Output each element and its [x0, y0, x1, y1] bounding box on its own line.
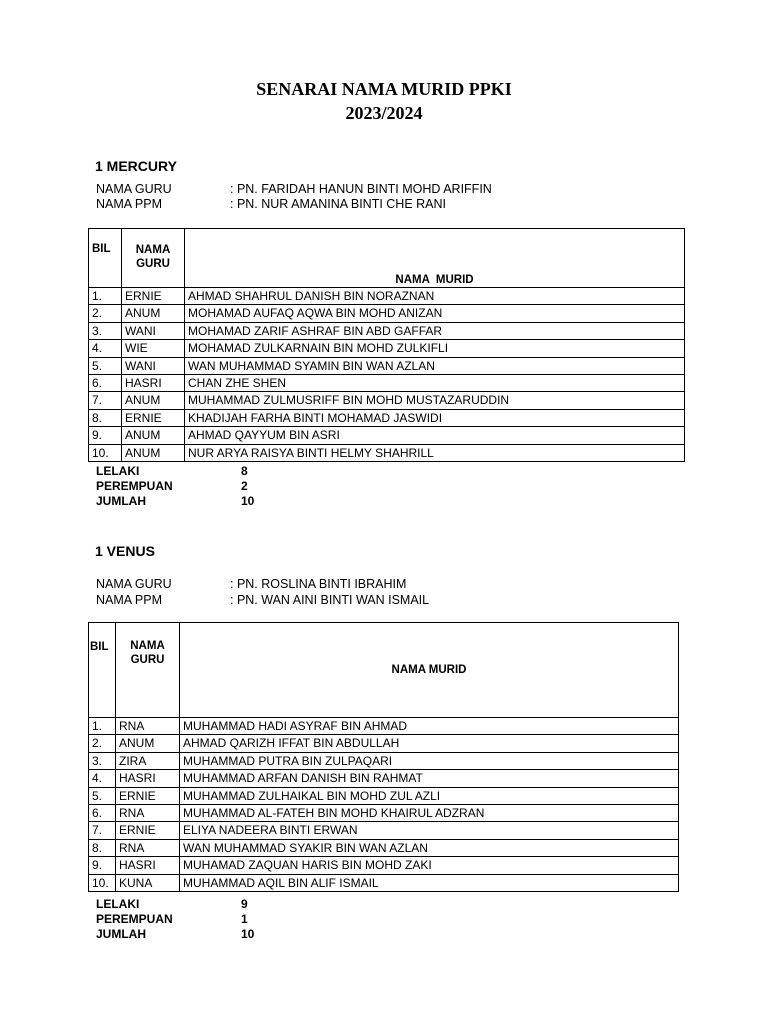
table-body — [89, 718, 679, 892]
cell-bil: 3. — [89, 322, 122, 339]
header-bil: BIL — [89, 623, 116, 718]
cell-nama-murid: MUHAMMAD AL-FATEH BIN MOHD KHAIRUL ADZRAN — [180, 804, 679, 821]
guru-value: : PN. FARIDAH HANUN BINTI MOHD ARIFFIN — [230, 182, 492, 196]
cell-nama-murid: MUHAMMAD ARFAN DANISH BIN RAHMAT — [180, 770, 679, 787]
cell-bil: 10. — [89, 874, 116, 891]
cell-bil: 5. — [89, 357, 122, 374]
header-nama-guru: NAMA GURU — [122, 229, 185, 288]
cell-nama-murid: NUR ARYA RAISYA BINTI HELMY SHAHRILL — [185, 444, 685, 461]
cell-nama-murid: MUHAMMAD ZULHAIKAL BIN MOHD ZUL AZLI — [180, 787, 679, 804]
cell-nama-murid: MOHAMAD ZARIF ASHRAF BIN ABD GAFFAR — [185, 322, 685, 339]
table-row — [89, 857, 679, 874]
cell-nama-murid: MUHAMMAD PUTRA BIN ZULPAQARI — [180, 752, 679, 769]
cell-bil: 9. — [89, 427, 122, 444]
table-row — [89, 305, 685, 322]
table-body — [89, 288, 685, 462]
lelaki-label: LELAKI — [96, 897, 140, 911]
cell-bil: 10. — [89, 444, 122, 461]
table-row — [89, 409, 685, 426]
cell-nama-murid: AHMAD QAYYUM BIN ASRI — [185, 427, 685, 444]
cell-nama-murid: MUHAMAD ZAQUAN HARIS BIN MOHD ZAKI — [180, 857, 679, 874]
cell-nama-guru: ERNIE — [122, 409, 185, 426]
guru-value: : PN. ROSLINA BINTI IBRAHIM — [230, 577, 407, 591]
cell-bil: 9. — [89, 857, 116, 874]
document-title: SENARAI NAMA MURID PPKI — [256, 79, 512, 99]
table-row — [89, 322, 685, 339]
cell-nama-guru: ZIRA — [116, 752, 180, 769]
cell-bil: 4. — [89, 340, 122, 357]
cell-nama-murid: WAN MUHAMMAD SYAKIR BIN WAN AZLAN — [180, 839, 679, 856]
perempuan-label: PEREMPUAN — [96, 912, 173, 926]
cell-bil: 3. — [89, 752, 116, 769]
cell-nama-murid: MUHAMMAD HADI ASYRAF BIN AHMAD — [180, 718, 679, 735]
table-row — [89, 288, 685, 305]
student-table-mercury — [88, 228, 685, 462]
cell-bil: 6. — [89, 804, 116, 821]
cell-nama-guru: ERNIE — [116, 787, 180, 804]
cell-nama-guru: ANUM — [122, 305, 185, 322]
cell-nama-guru: ANUM — [122, 427, 185, 444]
table-row — [89, 787, 679, 804]
cell-nama-guru: ERNIE — [122, 288, 185, 305]
cell-nama-murid: WAN MUHAMMAD SYAMIN BIN WAN AZLAN — [185, 357, 685, 374]
table-row — [89, 392, 685, 409]
cell-bil: 2. — [89, 735, 116, 752]
cell-nama-guru: RNA — [116, 839, 180, 856]
table-row — [89, 770, 679, 787]
cell-nama-murid: AHMAD QARIZH IFFAT BIN ABDULLAH — [180, 735, 679, 752]
student-table-venus — [88, 622, 679, 892]
table-row — [89, 340, 685, 357]
cell-bil: 1. — [89, 718, 116, 735]
ppm-value: : PN. NUR AMANINA BINTI CHE RANI — [230, 197, 447, 211]
cell-nama-guru: KUNA — [116, 874, 180, 891]
cell-nama-murid: AHMAD SHAHRUL DANISH BIN NORAZNAN — [185, 288, 685, 305]
class-heading-mercury: 1 MERCURY — [95, 158, 177, 174]
guru-label: NAMA GURU — [96, 182, 172, 196]
cell-nama-guru: RNA — [116, 804, 180, 821]
jumlah-label: JUMLAH — [96, 494, 146, 508]
cell-nama-guru: RNA — [116, 718, 180, 735]
lelaki-count: 8 — [241, 464, 248, 478]
cell-nama-guru: HASRI — [116, 857, 180, 874]
lelaki-count: 9 — [241, 897, 248, 911]
cell-bil: 6. — [89, 374, 122, 391]
cell-bil: 1. — [89, 288, 122, 305]
table-row — [89, 735, 679, 752]
jumlah-count: 10 — [241, 927, 255, 941]
table-row — [89, 374, 685, 391]
perempuan-count: 1 — [241, 912, 248, 926]
cell-nama-guru: WIE — [122, 340, 185, 357]
cell-nama-guru: HASRI — [122, 374, 185, 391]
header-bil: BIL — [89, 229, 122, 288]
cell-nama-murid: CHAN ZHE SHEN — [185, 374, 685, 391]
cell-nama-guru: ANUM — [116, 735, 180, 752]
table-row — [89, 357, 685, 374]
cell-bil: 8. — [89, 409, 122, 426]
header-nama-murid: NAMA MURID — [180, 623, 679, 718]
table-header-row — [89, 623, 679, 718]
table-row — [89, 822, 679, 839]
cell-bil: 4. — [89, 770, 116, 787]
table-row — [89, 874, 679, 891]
perempuan-label: PEREMPUAN — [96, 479, 173, 493]
table-row — [89, 804, 679, 821]
cell-nama-guru: ERNIE — [116, 822, 180, 839]
cell-nama-guru: WANI — [122, 357, 185, 374]
cell-nama-murid: MOHAMAD AUFAQ AQWA BIN MOHD ANIZAN — [185, 305, 685, 322]
ppm-label: NAMA PPM — [96, 593, 162, 607]
cell-nama-murid: ELIYA NADEERA BINTI ERWAN — [180, 822, 679, 839]
cell-nama-murid: MUHAMMAD ZULMUSRIFF BIN MOHD MUSTAZARUDDIN — [185, 392, 685, 409]
perempuan-count: 2 — [241, 479, 248, 493]
cell-nama-murid: KHADIJAH FARHA BINTI MOHAMAD JASWIDI — [185, 409, 685, 426]
guru-label: NAMA GURU — [96, 577, 172, 591]
cell-bil: 2. — [89, 305, 122, 322]
table-row — [89, 444, 685, 461]
document-year: 2023/2024 — [345, 103, 423, 123]
cell-bil: 7. — [89, 392, 122, 409]
class-heading-venus: 1 VENUS — [95, 543, 155, 559]
table-row — [89, 718, 679, 735]
cell-nama-guru: HASRI — [116, 770, 180, 787]
lelaki-label: LELAKI — [96, 464, 140, 478]
header-nama-murid: NAMA MURID — [185, 229, 685, 288]
table-row — [89, 427, 685, 444]
cell-bil: 7. — [89, 822, 116, 839]
cell-nama-guru: ANUM — [122, 392, 185, 409]
table-header-row — [89, 229, 685, 288]
jumlah-count: 10 — [241, 494, 255, 508]
ppm-label: NAMA PPM — [96, 197, 162, 211]
table-row — [89, 839, 679, 856]
cell-bil: 5. — [89, 787, 116, 804]
cell-nama-murid: MOHAMAD ZULKARNAIN BIN MOHD ZULKIFLI — [185, 340, 685, 357]
table-row — [89, 752, 679, 769]
cell-bil: 8. — [89, 839, 116, 856]
header-nama-guru: NAMA GURU — [116, 623, 180, 718]
ppm-value: : PN. WAN AINI BINTI WAN ISMAIL — [230, 593, 430, 607]
jumlah-label: JUMLAH — [96, 927, 146, 941]
cell-nama-guru: ANUM — [122, 444, 185, 461]
cell-nama-murid: MUHAMMAD AQIL BIN ALIF ISMAIL — [180, 874, 679, 891]
cell-nama-guru: WANI — [122, 322, 185, 339]
